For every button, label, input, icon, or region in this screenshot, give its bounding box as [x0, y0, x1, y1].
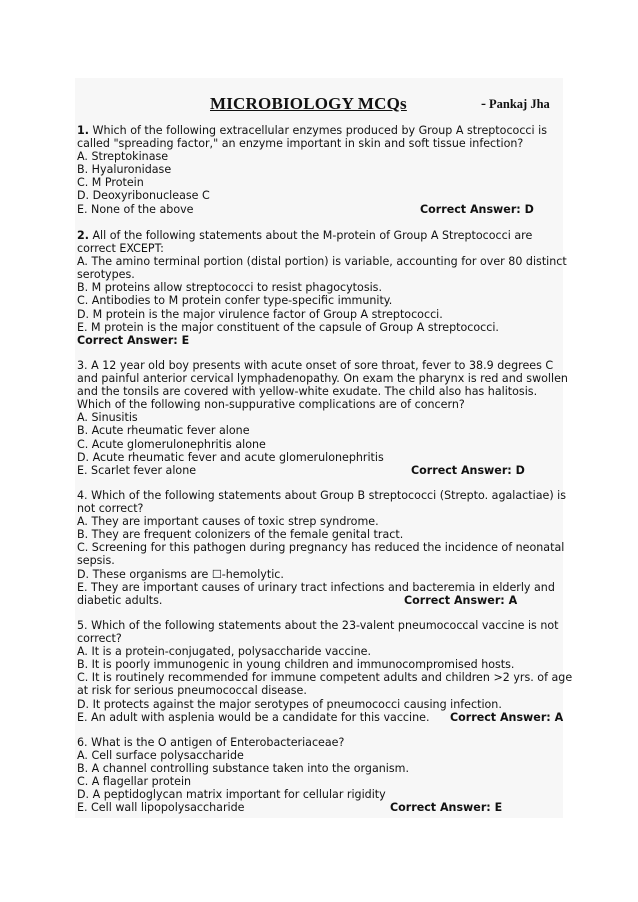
- option: E. Cell wall lipopolysaccharide: [77, 801, 245, 815]
- option: A. They are important causes of toxic strep syndrome.: [77, 515, 379, 529]
- question-number: 6.: [77, 736, 88, 749]
- option: C. M Protein: [77, 176, 144, 190]
- question-stem-line: Which of the following statements about Group B streptococci (Strepto. agalactiae) is: [91, 489, 567, 502]
- option: E. None of the above: [77, 202, 194, 216]
- option: diabetic adults.: [77, 593, 163, 607]
- document-page: [75, 78, 573, 818]
- option: E. They are important causes of urinary tract infections and bacteremia in elderly and: [77, 580, 555, 594]
- question-number: 2.: [77, 229, 89, 242]
- option: D. Acute rheumatic fever and acute glomerulonephritis: [77, 450, 384, 464]
- correct-answer: Correct Answer: E: [390, 801, 503, 815]
- option: sepsis.: [77, 554, 115, 568]
- page-title: MICROBIOLOGY MCQs: [210, 94, 407, 113]
- option: E. An adult with asplenia would be a candidate for this vaccine.: [77, 710, 430, 724]
- question-stem-line: and the tonsils are covered with yellow-white exudate. The child also has halitosis.: [77, 385, 538, 399]
- option: A. The amino terminal portion (distal portion) is variable, accounting for over 80 distinct: [77, 255, 567, 269]
- question-number: 3.: [77, 359, 88, 372]
- author-dash: -: [481, 96, 486, 112]
- author-name: Pankaj Jha: [489, 97, 550, 111]
- question-stem-line: and painful anterior cervical lymphadenopathy. On exam the pharynx is red and swollen: [77, 372, 568, 386]
- option: C. Antibodies to M protein confer type-specific immunity.: [77, 294, 393, 308]
- option: D. It protects against the major serotypes of pneumococci causing infection.: [77, 697, 502, 711]
- question-2: [77, 229, 567, 347]
- option: D. A peptidoglycan matrix important for cellular rigidity: [77, 788, 386, 802]
- author-line: [481, 96, 550, 113]
- question-stem-line: called "spreading factor," an enzyme important in skin and soft tissue infection?: [77, 137, 524, 151]
- question-stem-line: What is the O antigen of Enterobacteriaceae?: [91, 736, 345, 749]
- option: A. It is a protein-conjugated, polysaccharide vaccine.: [77, 645, 372, 659]
- question-stem-line: correct EXCEPT:: [77, 242, 164, 256]
- option: A. Cell surface polysaccharide: [77, 749, 244, 763]
- question-number: 5.: [77, 619, 88, 632]
- option: D. These organisms are ☐-hemolytic.: [77, 567, 284, 581]
- option: A. Sinusitis: [77, 411, 138, 425]
- question-3: [77, 359, 568, 477]
- option: A. Streptokinase: [77, 150, 169, 164]
- question-1: [77, 124, 561, 216]
- option: C. A flagellar protein: [77, 775, 192, 789]
- option: B. They are frequent colonizers of the female genital tract.: [77, 528, 404, 542]
- option: B. Hyaluronidase: [77, 163, 172, 177]
- option: C. Screening for this pathogen during pregnancy has reduced the incidence of neonatal: [77, 541, 565, 555]
- correct-answer: Correct Answer: E: [77, 333, 190, 347]
- question-stem-line: Which of the following non-suppurative complications are of concern?: [77, 398, 465, 412]
- option: E. Scarlet fever alone: [77, 463, 197, 477]
- question-stem-line: Which of the following extracellular enzymes produced by Group A streptococci is: [92, 124, 548, 137]
- option: E. M protein is the major constituent of the capsule of Group A streptococci.: [77, 320, 499, 334]
- header: [75, 94, 563, 114]
- question-5: [77, 619, 573, 724]
- question-number: 1.: [77, 124, 89, 137]
- option: B. Acute rheumatic fever alone: [77, 424, 250, 438]
- question-4: [77, 489, 567, 607]
- question-stem-line: A 12 year old boy presents with acute onset of sore throat, fever to 38.9 degrees C: [91, 359, 554, 372]
- option: C. It is routinely recommended for immune competent adults and children >2 yrs. of age: [77, 671, 573, 685]
- question-6: [77, 736, 561, 815]
- option: D. Deoxyribonuclease C: [77, 189, 210, 203]
- question-stem-line: correct?: [77, 632, 122, 646]
- correct-answer: Correct Answer: A: [404, 593, 518, 607]
- question-stem-line: All of the following statements about the M-protein of Group A Streptococci are: [92, 229, 533, 242]
- option: C. Acute glomerulonephritis alone: [77, 437, 266, 451]
- option: B. M proteins allow streptococci to resist phagocytosis.: [77, 281, 382, 295]
- option: at risk for serious pneumococcal disease.: [77, 684, 307, 698]
- option: B. A channel controlling substance taken into the organism.: [77, 762, 409, 776]
- question-stem-line: Which of the following statements about the 23-valent pneumococcal vaccine is not: [91, 619, 559, 632]
- correct-answer: Correct Answer: D: [411, 463, 525, 477]
- correct-answer: Correct Answer: D: [420, 202, 534, 216]
- question-number: 4.: [77, 489, 88, 502]
- option: serotypes.: [77, 268, 135, 282]
- correct-answer: Correct Answer: A: [450, 710, 564, 724]
- option: B. It is poorly immunogenic in young children and immunocompromised hosts.: [77, 658, 515, 672]
- option: D. M protein is the major virulence factor of Group A streptococci.: [77, 307, 443, 321]
- question-stem-line: not correct?: [77, 502, 144, 516]
